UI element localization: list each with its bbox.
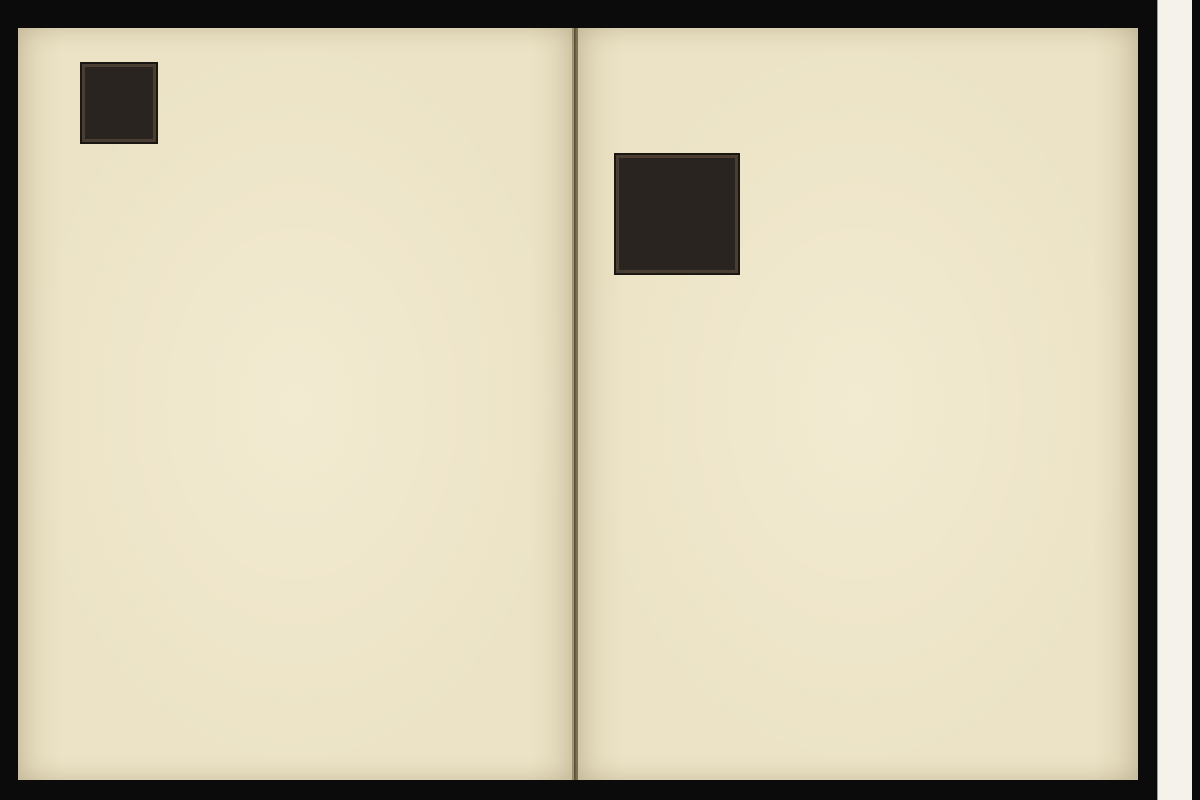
decorated-initial-f: [614, 153, 740, 275]
measurement-ruler: [1157, 0, 1192, 800]
decorated-initial-d: [80, 62, 158, 144]
right-page: [578, 28, 1138, 780]
left-page: [18, 28, 574, 780]
